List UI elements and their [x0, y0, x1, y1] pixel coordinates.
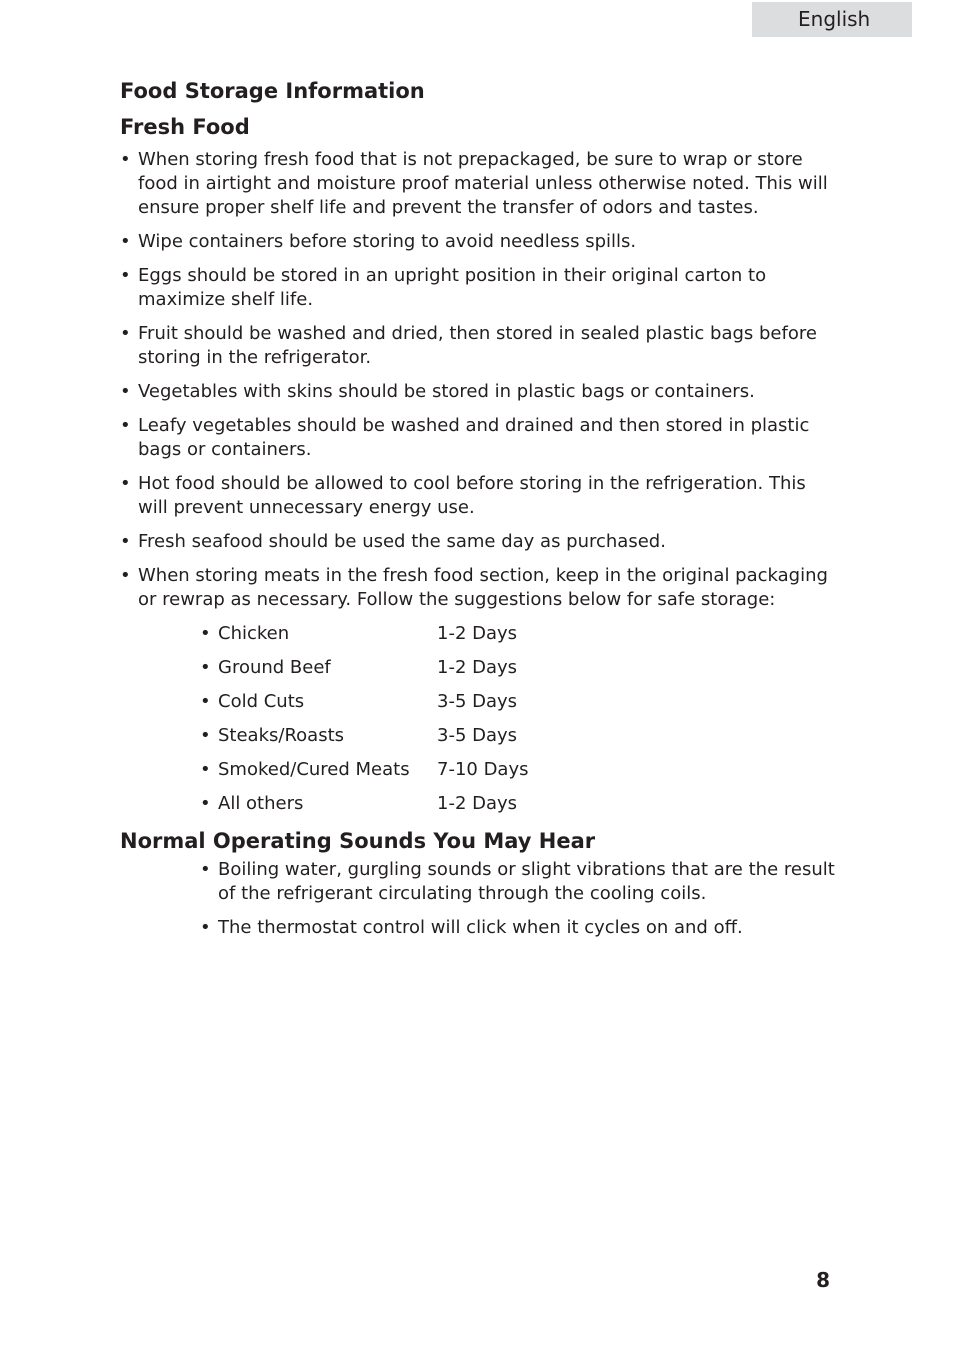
section-title-food-storage: Food Storage Information: [120, 79, 425, 103]
meat-item: Ground Beef: [218, 657, 331, 678]
table-row: [200, 656, 840, 680]
subsection-title-fresh-food: Fresh Food: [120, 115, 250, 139]
page-number: 8: [816, 1268, 830, 1292]
table-row: [200, 622, 840, 646]
section-title-operating-sounds: Normal Operating Sounds You May Hear: [120, 829, 596, 853]
table-row: [200, 690, 840, 714]
list-item: • Hot food should be allowed to cool before storing in the refrigeration. This will prevent unnecessary energy use.: [120, 472, 840, 520]
list-item: • When storing fresh food that is not prepackaged, be sure to wrap or store food in airtight and moisture proof material unless otherwise noted. This will ensure proper shelf life and prevent the transfer of odors and tastes.: [120, 148, 840, 220]
language-tab: English: [752, 2, 912, 37]
meat-item: Steaks/Roasts: [218, 725, 345, 746]
list-item: • Eggs should be stored in an upright position in their original carton to maximize shelf life.: [120, 264, 840, 312]
table-row: [200, 724, 840, 748]
list-item: • Boiling water, gurgling sounds or slight vibrations that are the result of the refrigerant circulating through the cooling coils.: [200, 858, 840, 906]
operating-sounds-list: [200, 858, 840, 940]
page-content: [120, 76, 840, 950]
list-item: • Leafy vegetables should be washed and drained and then stored in plastic bags or containers.: [120, 414, 840, 462]
list-item: • The thermostat control will click when it cycles on and off.: [200, 916, 840, 940]
meat-duration: 1-2 Days: [437, 657, 518, 678]
meat-duration: 1-2 Days: [437, 793, 518, 814]
meat-item: Cold Cuts: [218, 691, 305, 712]
meat-duration: 7-10 Days: [437, 759, 529, 780]
meat-item: Chicken: [218, 623, 290, 644]
table-row: [200, 758, 840, 782]
meat-item: Smoked/Cured Meats: [218, 759, 410, 780]
list-item: • Fresh seafood should be used the same day as purchased.: [120, 530, 840, 554]
meat-duration: 3-5 Days: [437, 691, 518, 712]
fresh-food-list: [120, 148, 840, 612]
meat-duration: 1-2 Days: [437, 623, 518, 644]
meat-item: All others: [218, 793, 304, 814]
meat-storage-table: [200, 622, 840, 816]
list-item: • When storing meats in the fresh food section, keep in the original packaging or rewrap as necessary. Follow the suggestions below for safe storage:: [120, 564, 840, 612]
list-item: • Vegetables with skins should be stored in plastic bags or containers.: [120, 380, 840, 404]
list-item: • Fruit should be washed and dried, then stored in sealed plastic bags before storing in the refrigerator.: [120, 322, 840, 370]
list-item: • Wipe containers before storing to avoid needless spills.: [120, 230, 840, 254]
table-row: [200, 792, 840, 816]
meat-duration: 3-5 Days: [437, 725, 518, 746]
